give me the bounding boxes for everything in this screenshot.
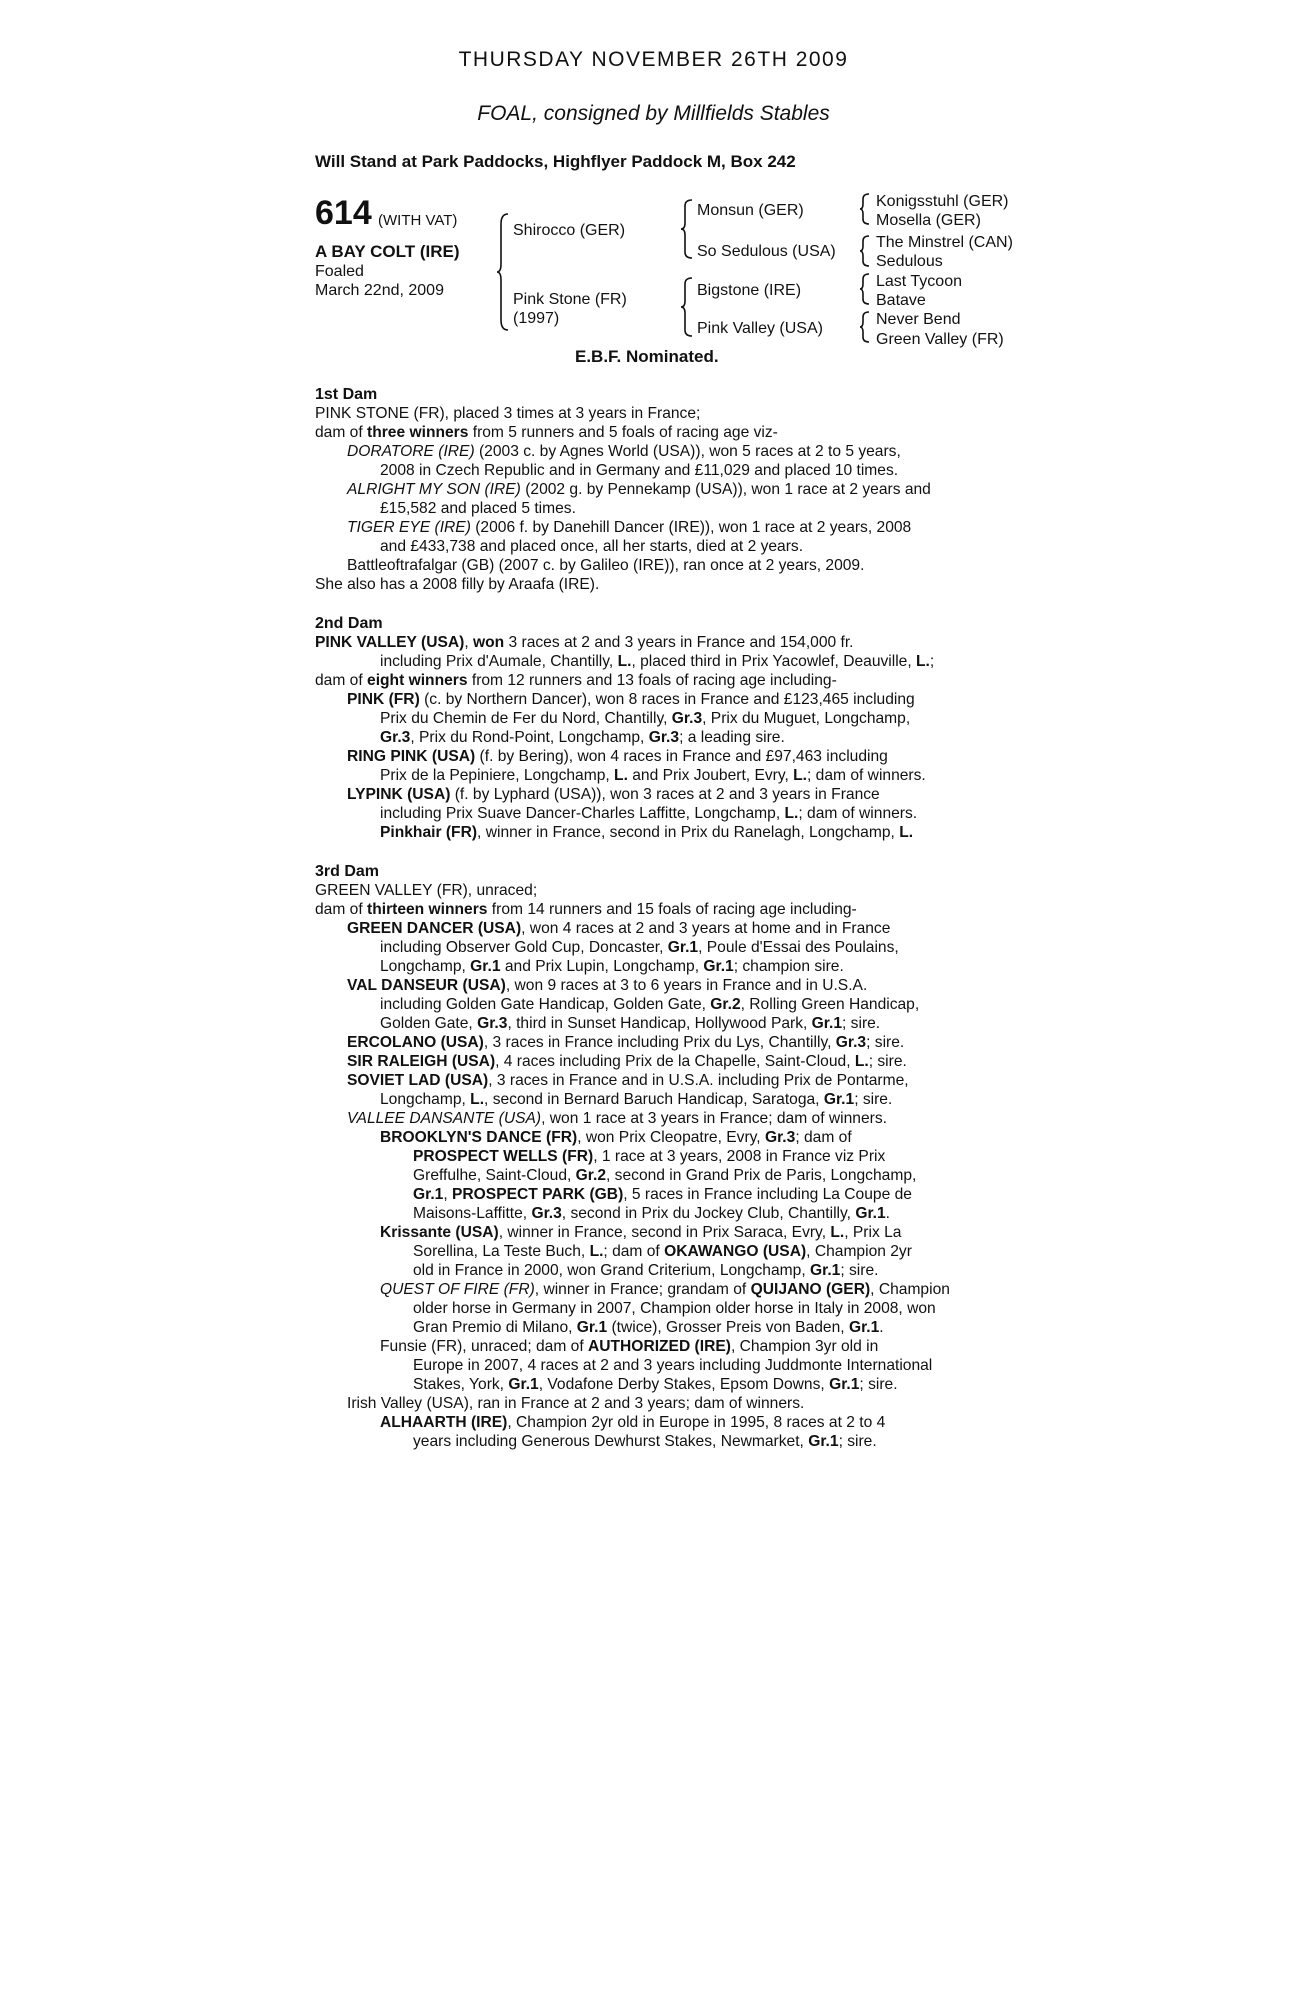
text-segment: TIGER EYE (IRE) (347, 519, 471, 536)
text-segment: won (472, 634, 505, 651)
text-segment: Gr.3 (477, 1015, 508, 1032)
text-segment: Gr.3 (764, 1129, 796, 1146)
text-segment: Longchamp, (380, 1091, 471, 1108)
text-line (315, 633, 854, 652)
pedigree-dam-line1: Pink Stone (FR) (513, 291, 627, 308)
text-segment: ; dam of winners. (807, 767, 926, 784)
pedigree-dam-sire: Bigstone (IRE) (697, 282, 802, 299)
text-line (347, 1033, 904, 1052)
text-segment: , 3 races in France and in U.S.A. including Prix de Pontarme, (488, 1072, 909, 1089)
text-segment: L. (470, 1091, 485, 1108)
vat-note: (WITH VAT) (378, 212, 458, 229)
text-line (347, 518, 911, 537)
text-segment: and Prix Lupin, Longchamp, (500, 958, 704, 975)
text-segment: Pinkhair (FR) (380, 824, 478, 841)
text-segment: PINK VALLEY (USA) (315, 634, 465, 651)
text-line (315, 900, 857, 919)
lot-title: A BAY COLT (IRE) (315, 242, 460, 261)
text-segment: Gr.1 (667, 939, 699, 956)
text-segment: Gr.1 (811, 1015, 843, 1032)
text-segment: Golden Gate, (380, 1015, 478, 1032)
text-line (413, 1147, 885, 1166)
text-segment: Greffulhe, Saint-Cloud, (413, 1167, 576, 1184)
text-segment: Gr.2 (575, 1167, 607, 1184)
text-segment: Gr.1 (829, 1376, 860, 1393)
text-segment: (c. by Northern Dancer), won 8 races in France and £123,465 including (419, 691, 915, 708)
text-segment: , third in Sunset Handicap, Hollywood Park, (507, 1015, 812, 1032)
text-segment: thirteen winners (367, 901, 488, 918)
text-line (380, 709, 910, 728)
text-line (347, 747, 888, 766)
text-segment: , placed third in Prix Yacowlef, Deauville, (631, 653, 917, 670)
text-segment: including Prix Suave Dancer-Charles Laffitte, Longchamp, (380, 805, 785, 822)
text-segment: (f. by Lyphard (USA)), won 3 races at 2 and 3 years in France (450, 786, 880, 803)
text-segment: , 5 races in France including La Coupe de (623, 1186, 912, 1203)
text-segment: Irish Valley (USA), ran in France at 2 and 3 years; dam of winners. (347, 1395, 805, 1412)
text-segment: dam of (315, 901, 368, 918)
text-line (413, 1242, 912, 1261)
pedigree-g5: Last Tycoon (876, 273, 962, 290)
text-segment: PINK (FR) (347, 691, 420, 708)
text-line (380, 804, 917, 823)
text-line (380, 1413, 885, 1432)
text-line (380, 652, 934, 671)
text-segment: PINK STONE (FR), placed 3 times at 3 years in France; (315, 405, 701, 422)
text-segment: Gr.3 (671, 710, 703, 727)
text-line (380, 1014, 880, 1033)
text-segment: GREEN DANCER (USA) (347, 920, 522, 937)
text-segment: LYPINK (USA) (347, 786, 451, 803)
text-line (315, 385, 377, 404)
text-line (413, 1299, 936, 1318)
text-segment: L. (854, 1053, 869, 1070)
text-line (380, 823, 913, 842)
text-segment: . (879, 1319, 884, 1336)
text-segment: £15,582 and placed 5 times. (380, 500, 576, 517)
text-segment: Gr.1 (470, 958, 501, 975)
text-segment: , Rolling Green Handicap, (740, 996, 920, 1013)
text-segment: ; dam of (603, 1243, 665, 1260)
text-segment: L. (793, 767, 808, 784)
text-line (315, 614, 383, 633)
pedigree-g6: Batave (876, 292, 926, 309)
text-segment: Prix du Chemin de Fer du Nord, Chantilly, (380, 710, 672, 727)
text-line (380, 938, 899, 957)
text-line (347, 1052, 907, 1071)
text-segment: , winner in France, second in Prix du Ranelagh, Longchamp, (477, 824, 900, 841)
text-line (380, 957, 844, 976)
text-segment: from 12 runners and 13 foals of racing age including- (467, 672, 837, 689)
text-segment: Sorellina, La Teste Buch, (413, 1243, 590, 1260)
text-segment: (f. by Bering), won 4 races in France and £97,463 including (475, 748, 888, 765)
text-segment: Gr.3 (531, 1205, 562, 1222)
text-segment: 2nd Dam (315, 615, 383, 632)
text-segment: dam of (315, 672, 368, 689)
pedigree-brace-g1 (859, 192, 871, 226)
foaled-label: Foaled (315, 263, 364, 280)
text-segment: including Prix d'Aumale, Chantilly, (380, 653, 618, 670)
text-segment: 3 races at 2 and 3 years in France and 154,000 fr. (504, 634, 854, 651)
text-segment: , won 9 races at 3 to 6 years in France and in U.S.A. (505, 977, 868, 994)
text-segment: , 1 race at 3 years, 2008 in France viz Prix (593, 1148, 886, 1165)
text-line (380, 995, 919, 1014)
text-segment: L. (589, 1243, 604, 1260)
pedigree-g1: Konigsstuhl (GER) (876, 193, 1009, 210)
pedigree-dam-line2: (1997) (513, 310, 560, 327)
text-segment: ; sire. (859, 1376, 898, 1393)
text-line (413, 1318, 884, 1337)
text-line (380, 766, 926, 785)
text-line (413, 1375, 898, 1394)
text-line (413, 1356, 932, 1375)
text-segment: Maisons-Laffitte, (413, 1205, 532, 1222)
text-segment: , Vodafone Derby Stakes, Epsom Downs, (538, 1376, 830, 1393)
text-segment: , won Prix Cleopatre, Evry, (577, 1129, 765, 1146)
text-segment: ; dam of (795, 1129, 852, 1146)
text-line (347, 556, 864, 575)
text-segment: PROSPECT WELLS (FR) (413, 1148, 594, 1165)
text-segment: Gr.3 (648, 729, 680, 746)
text-line (413, 1166, 916, 1185)
text-segment: RING PINK (USA) (347, 748, 476, 765)
text-segment: , Champion 2yr (806, 1243, 912, 1260)
text-segment: three winners (367, 424, 469, 441)
text-segment: old in France in 2000, won Grand Criterium, Longchamp, (413, 1262, 810, 1279)
text-segment: L. (784, 805, 799, 822)
pedigree-g7: Never Bend (876, 311, 961, 328)
text-segment: ; sire. (868, 1053, 907, 1070)
text-segment: Funsie (FR), unraced; dam of (380, 1338, 588, 1355)
text-line (347, 1109, 887, 1128)
text-segment: Gr.2 (710, 996, 741, 1013)
text-segment: Gr.3 (835, 1034, 867, 1051)
pedigree-sire: Shirocco (GER) (513, 222, 626, 239)
text-segment: older horse in Germany in 2007, Champion older horse in Italy in 2008, won (413, 1300, 936, 1317)
text-segment: BROOKLYN'S DANCE (FR) (380, 1129, 578, 1146)
pedigree-brace-sire (680, 198, 694, 260)
text-segment: ALRIGHT MY SON (IRE) (347, 481, 521, 498)
text-segment: , second in Bernard Baruch Handicap, Saratoga, (484, 1091, 824, 1108)
text-segment: , Prix du Rond-Point, Longchamp, (410, 729, 649, 746)
text-segment: , Poule d'Essai des Poulains, (698, 939, 899, 956)
text-line (380, 1280, 950, 1299)
text-segment: Gr.1 (855, 1205, 886, 1222)
text-segment: and Prix Joubert, Evry, (627, 767, 794, 784)
text-segment: PROSPECT PARK (GB) (452, 1186, 624, 1203)
text-segment: Europe in 2007, 4 races at 2 and 3 years including Juddmonte International (413, 1357, 933, 1374)
pedigree-brace-main (496, 212, 510, 332)
text-line (347, 785, 880, 804)
text-segment: , 3 races in France including Prix du Lys, Chantilly, (483, 1034, 836, 1051)
text-segment: years including Generous Dewhurst Stakes, Newmarket, (413, 1433, 809, 1450)
text-segment: AUTHORIZED (IRE) (588, 1338, 731, 1355)
text-segment: Gran Premio di Milano, (413, 1319, 577, 1336)
text-segment: L. (830, 1224, 845, 1241)
consignor-line: FOAL, consigned by Millfields Stables (477, 102, 830, 125)
text-segment: ; sire. (838, 1433, 877, 1450)
text-segment: , Prix La (844, 1224, 902, 1241)
text-line (347, 690, 915, 709)
text-line (347, 976, 867, 995)
text-segment: Gr.1 (809, 1262, 841, 1279)
text-segment: ; sire. (854, 1091, 893, 1108)
text-segment: L. (899, 824, 914, 841)
text-segment: , Champion 2yr old in Europe in 1995, 8 races at 2 to 4 (507, 1414, 886, 1431)
text-segment: , Champion (870, 1281, 950, 1298)
text-segment: 3rd Dam (315, 863, 380, 880)
text-segment: ; sire. (840, 1262, 879, 1279)
text-segment: including Observer Gold Cup, Doncaster, (380, 939, 668, 956)
text-segment: VALLEE DANSANTE (USA) (347, 1110, 542, 1127)
text-line (380, 1223, 901, 1242)
pedigree-brace-g4 (859, 310, 871, 344)
text-segment: ; a leading sire. (679, 729, 785, 746)
text-line (347, 1071, 909, 1090)
text-segment: , won 1 race at 3 years in France; dam of winners. (541, 1110, 887, 1127)
text-line (315, 423, 778, 442)
text-segment: , winner in France; grandam of (534, 1281, 751, 1298)
text-line (347, 1394, 804, 1413)
text-segment: ALHAARTH (IRE) (380, 1414, 508, 1431)
text-segment: (2006 f. by Danehill Dancer (IRE)), won 1 race at 2 years, 2008 (470, 519, 912, 536)
text-segment: SOVIET LAD (USA) (347, 1072, 489, 1089)
text-segment: SIR RALEIGH (USA) (347, 1053, 496, 1070)
text-segment: DORATORE (IRE) (347, 443, 475, 460)
text-segment: OKAWANGO (USA) (664, 1243, 807, 1260)
text-line (380, 1128, 852, 1147)
text-segment: (2002 g. by Pennekamp (USA)), won 1 race at 2 years and (520, 481, 931, 498)
pedigree-sire-dam: So Sedulous (USA) (697, 243, 836, 260)
text-segment: and £433,738 and placed once, all her starts, died at 2 years. (380, 538, 804, 555)
text-segment: GREEN VALLEY (FR), unraced; (315, 882, 538, 899)
pedigree-brace-g3 (859, 272, 871, 306)
text-segment: , (443, 1186, 453, 1203)
text-segment: , Champion 3yr old in (730, 1338, 879, 1355)
text-segment: , won 4 races at 2 and 3 years at home and in France (521, 920, 891, 937)
text-segment: Gr.1 (808, 1433, 839, 1450)
text-segment: , 4 races including Prix de la Chapelle, Saint-Cloud, (495, 1053, 855, 1070)
pedigree-g3: The Minstrel (CAN) (876, 234, 1013, 251)
text-segment: ; sire. (842, 1015, 881, 1032)
text-segment: , winner in France, second in Prix Saraca, Evry, (498, 1224, 831, 1241)
pedigree-dam-dam: Pink Valley (USA) (697, 320, 823, 337)
text-line (380, 537, 803, 556)
text-line (380, 728, 785, 747)
text-segment: from 14 runners and 15 foals of racing age including- (487, 901, 857, 918)
text-line (413, 1432, 877, 1451)
text-line (315, 575, 599, 594)
lot-number: 614 (315, 194, 372, 232)
text-segment: ; champion sire. (733, 958, 844, 975)
text-segment: Stakes, York, (413, 1376, 509, 1393)
foaled-date: March 22nd, 2009 (315, 282, 444, 299)
text-segment: dam of (315, 424, 368, 441)
text-segment: VAL DANSEUR (USA) (347, 977, 506, 994)
text-segment: 1st Dam (315, 386, 378, 403)
text-segment: , (464, 634, 473, 651)
text-segment: . (885, 1205, 891, 1222)
text-segment: She also has a 2008 filly by Araafa (IRE). (315, 576, 600, 593)
text-line (347, 919, 890, 938)
text-line (413, 1185, 912, 1204)
text-line (315, 881, 537, 900)
text-segment: including Golden Gate Handicap, Golden Gate, (380, 996, 711, 1013)
text-segment: Gr.1 (823, 1091, 855, 1108)
text-segment: Krissante (USA) (380, 1224, 499, 1241)
pedigree-g4: Sedulous (876, 253, 943, 270)
pedigree-sire-sire: Monsun (GER) (697, 202, 804, 219)
text-line (380, 1090, 892, 1109)
text-segment: L. (614, 767, 628, 784)
stand-location: Will Stand at Park Paddocks, Highflyer Paddock M, Box 242 (315, 152, 796, 171)
text-segment: Battleoftrafalgar (GB) (2007 c. by Galileo (IRE)), ran once at 2 years, 2009. (347, 557, 865, 574)
text-segment: (2003 c. by Agnes World (USA)), won 5 races at 2 to 5 years, (474, 443, 901, 460)
text-line (315, 404, 700, 423)
text-line (380, 499, 576, 518)
text-segment: ; dam of winners. (798, 805, 918, 822)
text-line (315, 862, 379, 881)
pedigree-g8: Green Valley (FR) (876, 331, 1004, 348)
text-segment: Longchamp, (380, 958, 471, 975)
text-line (380, 1337, 878, 1356)
text-segment: from 5 runners and 5 foals of racing age viz- (468, 424, 778, 441)
text-segment: , second in Grand Prix de Paris, Longchamp, (606, 1167, 917, 1184)
text-segment: L. (916, 653, 930, 670)
text-segment: ERCOLANO (USA) (347, 1034, 484, 1051)
text-segment: L. (617, 653, 632, 670)
text-segment: ; sire. (866, 1034, 905, 1051)
text-segment: ; (929, 653, 935, 670)
sale-date: THURSDAY NOVEMBER 26TH 2009 (458, 48, 849, 71)
text-segment: eight winners (367, 672, 468, 689)
text-segment: Gr.1 (703, 958, 734, 975)
pedigree-brace-dam (680, 276, 694, 338)
text-segment: 2008 in Czech Republic and in Germany and £11,029 and placed 10 times. (380, 462, 899, 479)
text-segment: Gr.1 (576, 1319, 608, 1336)
text-segment: Prix de la Pepiniere, Longchamp, (380, 767, 615, 784)
text-segment: Gr.1 (848, 1319, 880, 1336)
text-line (347, 480, 931, 499)
text-segment: , second in Prix du Jockey Club, Chantilly, (561, 1205, 856, 1222)
text-segment: (twice), Grosser Preis von Baden, (607, 1319, 849, 1336)
text-segment: QUEST OF FIRE (FR) (380, 1281, 535, 1298)
pedigree-g2: Mosella (GER) (876, 212, 981, 229)
text-line (380, 461, 898, 480)
pedigree-brace-g2 (859, 234, 871, 268)
text-segment: Gr.3 (380, 729, 411, 746)
text-line (413, 1204, 890, 1223)
text-segment: , Prix du Muguet, Longchamp, (702, 710, 911, 727)
text-segment: Gr.1 (413, 1186, 444, 1203)
text-segment: Gr.1 (508, 1376, 539, 1393)
text-line (413, 1261, 878, 1280)
ebf-nomination: E.B.F. Nominated. (575, 347, 719, 366)
text-segment: QUIJANO (GER) (750, 1281, 871, 1298)
text-line (347, 442, 901, 461)
text-line (315, 671, 837, 690)
